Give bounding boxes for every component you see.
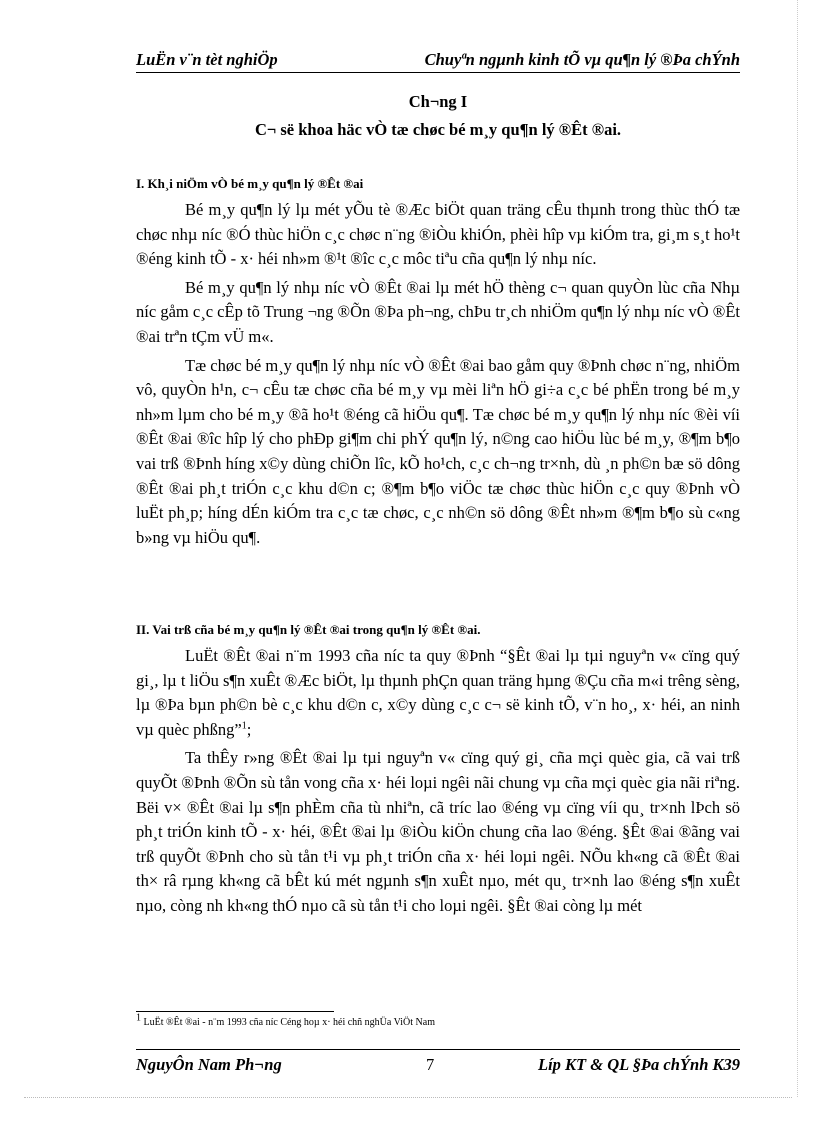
chapter-title: Ch¬ng I [408,92,468,111]
paragraph: Tæ chøc bé m¸y qu¶n lý nhµ níc vÒ ®Êt ®ai bao gåm quy ®Þnh chøc n¨ng, nhiÖm vô, quyÒn h¹n, c¬ cÊu tæ chøc cña bé m¸y vµ mèi liªn hÖ gi÷a c¸c bé phËn trong bé m¸y nh»m lµm cho bé m¸y ®ã ho¹t ®éng cã hiÖu qu¶. Tæ chøc bé m¸y qu¶n lý nhµ níc ®èi víi ®Êt ®ai ®îc hîp lý cho phÐp gi¶m chi phÝ qu¶n lý, n©ng cao hiÖu lùc bé m¸y, ®¶m b¶o vai trß ®Þnh híng x©y dùng chiÕn lîc, kÕ ho¹ch, c¸c ch¬ng tr×nh, dù ¸n ph©n bæ sö dông ®Êt ®ai ph¸t triÓn c¸c khu d©n c; ®¶m b¶o viÖc tæ chøc thùc hiÖn c¸c quy ®Þnh vÒ luËt ph¸p; híng dÉn kiÓm tra c¸c tæ chøc, c¸c nh©n sö dông ®Êt nh»m ®¶m b¶o sù c«ng b»ng vµ hiÖu qu¶. [136,355,740,547]
footer-author: NguyÔn Nam Ph¬ng [136,1055,282,1074]
page-bottom-edge [24,1097,792,1098]
page-header [136,50,740,73]
paragraph-text: LuËt ®Êt ®ai n¨m 1993 cña níc ta quy ®Þnh “§Êt ®ai lµ tµi nguyªn v« cïng quý gi¸, lµ t liÖu s¶n xuÊt ®Æc biÖt, lµ thµnh phÇn quan träng hµng ®Çu cña m«i trêng sèng, lµ ®Þa bµn ph©n bè c¸c khu d©n c, x©y dùng c¸c c¬ së kinh tÕ, v¨n ho¸, x· héi, an ninh vµ quèc phßng” [136,646,740,739]
page-number: 7 [426,1055,435,1074]
page-right-edge [797,0,798,1097]
section-1-heading: I. Kh¸i niÖm vÒ bé m¸y qu¶n lý ®Êt ®ai [136,176,364,191]
section-2-body [136,644,740,923]
footnote-number: 1 [136,1012,141,1024]
paragraph-tail: ; [246,719,252,739]
footnote [136,1012,740,1028]
section-1-body [136,198,740,554]
page-footer [136,1049,740,1074]
paragraph: Ta thÊy r»ng ®Êt ®ai lµ tµi nguyªn v« cïng quý gi¸ cña mçi quèc gia, cã vai trß quyÕt ®Þnh ®Õn sù tån vong cña x· héi loµi ngêi nãi chung vµ cña mçi quèc gia nãi riªng. Bëi v× ®Êt ®ai lµ s¶n phÈm cña tù nhiªn, cã tríc lao ®éng vµ cïng víi qu¸ tr×nh lÞch sö ph¸t triÓn kinh tÕ - x· héi, ®Êt ®ai lµ ®iÒu kiÖn chung cña lao ®éng. §Êt ®ai ®ãng vai trß quyÕt ®Þnh cho sù tån t¹i vµ ph¸t triÓn cña x· héi loµi ngêi. NÕu kh«ng cã ®Êt ®ai th× râ rµng kh«ng cã bÊt kú mét ngµnh s¶n xuÊt nµo, mét qu¸ tr×nh lao ®éng s¶n xuÊt nµo, còng nh kh«ng thÓ nµo cã sù tån t¹i cho loµi ngêi. §Êt ®ai còng lµ mét [136,748,740,915]
paragraph: Bé m¸y qu¶n lý lµ mét yÕu tè ®Æc biÖt quan träng cÊu thµnh trong thùc thÓ tæ chøc nhµ níc ®Ó thùc hiÖn c¸c chøc n¨ng ®iÒu khiÓn, phèi hîp vµ kiÓm tra, gi¸m s¸t ho¹t ®éng kinh tÕ - x· héi nh»m ®¹t ®îc c¸c môc tiªu cña qu¶n lý nhµ níc. [136,200,740,269]
paragraph: Bé m¸y qu¶n lý nhµ níc vÒ ®Êt ®ai lµ mét hÖ thèng c¬ quan quyÒn lùc cña Nhµ níc gåm c¸c cÊp tõ Trung ¬ng ®Õn ®Þa ph¬ng, chÞu tr¸ch nhiÖm qu¶n lý nhµ níc vÒ ®Êt ®ai trªn tÇm vÜ m«. [136,277,740,346]
footnote-text: LuËt ®Êt ®ai - n¨m 1993 cña níc Céng hoµ x· héi chñ nghÜa ViÖt Nam [143,1017,435,1028]
header-right-title: Chuyªn ngµnh kinh tÕ vµ qu¶n lý ®Þa chÝnh [424,50,740,69]
footer-class: Líp KT & QL §Þa chÝnh K39 [538,1055,740,1074]
chapter-subtitle: C¬ së khoa häc vÒ tæ chøc bé m¸y qu¶n lý ®Êt ®ai. [254,120,622,139]
paragraph [136,644,740,742]
header-left-title: LuËn v¨n tèt nghiÖp [136,50,278,69]
section-2-heading: II. Vai trß cña bé m¸y qu¶n lý ®Êt ®ai trong qu¶n lý ®Êt ®ai. [136,622,481,637]
footnote-ref[interactable]: 1 [241,720,247,732]
footnote-separator [136,1011,334,1012]
